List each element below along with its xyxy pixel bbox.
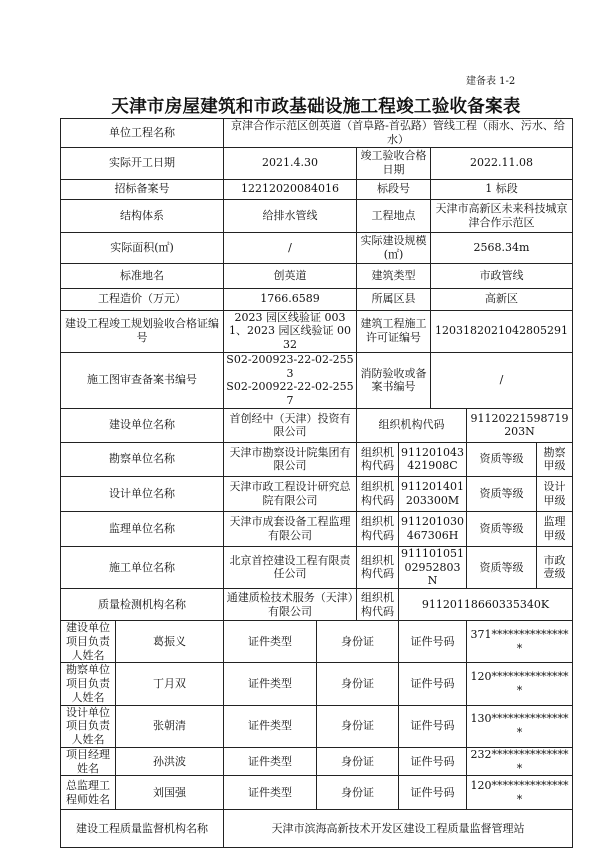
value-district: 高新区 — [431, 288, 573, 310]
label-design-qual: 资质等级 — [467, 476, 537, 511]
label-construct-qual: 资质等级 — [467, 546, 537, 588]
cert-type-label: 证件类型 — [224, 705, 317, 747]
label-build-unit: 建设单位名称 — [61, 408, 224, 442]
person-role: 项目经理姓名 — [61, 747, 116, 776]
person-row — [61, 747, 573, 776]
cert-type-value: 身份证 — [317, 776, 399, 810]
cert-no-label: 证件号码 — [399, 747, 467, 776]
label-structure: 结构体系 — [61, 199, 224, 232]
row-design-unit — [61, 476, 573, 511]
label-cost: 工程造价（万元） — [61, 288, 224, 310]
value-construct-code: 91110105102952803N — [399, 546, 467, 588]
label-building-type: 建筑类型 — [357, 263, 431, 288]
cert-type-value: 身份证 — [317, 621, 399, 663]
value-survey-code: 911201043421908C — [399, 442, 467, 476]
person-role: 勘察单位项目负责人姓名 — [61, 663, 116, 705]
cert-type-label: 证件类型 — [224, 747, 317, 776]
row-address — [61, 263, 573, 288]
value-build-code: 91120221598719203N — [467, 408, 573, 442]
label-scale: 实际建设规模(㎡) — [357, 232, 431, 263]
value-permit: 1203182021042805291 — [431, 310, 573, 352]
value-bid-record: 12212020084016 — [224, 179, 357, 199]
value-build-unit: 首创经中（天津）投资有限公司 — [224, 408, 357, 442]
cert-type-label: 证件类型 — [224, 621, 317, 663]
value-structure: 给排水管线 — [224, 199, 357, 232]
form-code: 建备表 1-2 — [466, 76, 516, 87]
label-design-code: 组织机构代码 — [357, 476, 399, 511]
value-supervise-qual: 监理甲级 — [537, 511, 573, 546]
label-planning-cert: 建设工程竣工规划验收合格证编号 — [61, 310, 224, 352]
row-supervise-unit — [61, 511, 573, 546]
cert-no-value: 120*************** — [467, 776, 573, 810]
person-row — [61, 663, 573, 705]
value-supervise-unit: 天津市成套设备工程监理有限公司 — [224, 511, 357, 546]
value-section: 1 标段 — [431, 179, 573, 199]
label-unit-project: 单位工程名称 — [61, 119, 224, 148]
value-construct-qual: 市政壹级 — [537, 546, 573, 588]
cert-no-label: 证件号码 — [399, 663, 467, 705]
row-planning-cert — [61, 310, 573, 352]
person-name: 孙洪波 — [116, 747, 224, 776]
person-role: 总监理工程师姓名 — [61, 776, 116, 810]
value-supervision-agency: 天津市滨海高新技术开发区建设工程质量监督管理站 — [224, 810, 573, 848]
row-area — [61, 232, 573, 263]
cert-no-value: 371*************** — [467, 621, 573, 663]
label-supervise-qual: 资质等级 — [467, 511, 537, 546]
value-area: / — [224, 232, 357, 263]
label-design-unit: 设计单位名称 — [61, 476, 224, 511]
cert-type-value: 身份证 — [317, 663, 399, 705]
label-start-date: 实际开工日期 — [61, 147, 224, 179]
row-survey-unit — [61, 442, 573, 476]
row-drawing-review — [61, 352, 573, 408]
value-address: 创英道 — [224, 263, 357, 288]
person-row — [61, 776, 573, 810]
value-start-date: 2021.4.30 — [224, 147, 357, 179]
label-location: 工程地点 — [357, 199, 431, 232]
value-testing-unit: 通建质检技术服务（天津）有限公司 — [224, 589, 357, 621]
value-scale: 2568.34m — [431, 232, 573, 263]
row-bid — [61, 179, 573, 199]
value-drawing-review — [224, 352, 357, 408]
value-design-unit: 天津市政工程设计研究总院有限公司 — [224, 476, 357, 511]
row-structure — [61, 199, 573, 232]
cert-no-label: 证件号码 — [399, 705, 467, 747]
value-supervise-code: 911201030467306H — [399, 511, 467, 546]
row-supervision-agency — [61, 810, 573, 848]
value-design-qual: 设计甲级 — [537, 476, 573, 511]
label-construct-unit: 施工单位名称 — [61, 546, 224, 588]
cert-no-label: 证件号码 — [399, 621, 467, 663]
cert-no-value: 232*************** — [467, 747, 573, 776]
person-role: 设计单位项目负责人姓名 — [61, 705, 116, 747]
label-section: 标段号 — [357, 179, 431, 199]
person-name: 刘国强 — [116, 776, 224, 810]
label-drawing-review: 施工图审查备案书编号 — [61, 352, 224, 408]
person-name: 葛振义 — [116, 621, 224, 663]
label-testing-unit: 质量检测机构名称 — [61, 589, 224, 621]
cert-no-value: 130*************** — [467, 705, 573, 747]
value-unit-project: 京津合作示范区创英道（首阜路-首弘路）管线工程（雨水、污水、给水） — [224, 119, 573, 148]
row-testing-unit — [61, 589, 573, 621]
cert-type-label: 证件类型 — [224, 776, 317, 810]
cert-type-value: 身份证 — [317, 705, 399, 747]
label-survey-code: 组织机构代码 — [357, 442, 399, 476]
row-unit-project — [61, 119, 573, 148]
cert-type-value: 身份证 — [317, 747, 399, 776]
row-construct-unit — [61, 546, 573, 588]
cert-no-label: 证件号码 — [399, 776, 467, 810]
label-area: 实际面积(㎡) — [61, 232, 224, 263]
value-fire-record: / — [431, 352, 573, 408]
person-name: 丁月双 — [116, 663, 224, 705]
label-permit: 建筑工程施工许可证编号 — [357, 310, 431, 352]
label-testing-code: 组织机构代码 — [357, 589, 399, 621]
label-construct-code: 组织机构代码 — [357, 546, 399, 588]
value-planning-cert: 2023 园区线验证 0031、2023 园区线验证 0032 — [224, 310, 357, 352]
label-survey-qual: 资质等级 — [467, 442, 537, 476]
value-design-code: 911201401203300M — [399, 476, 467, 511]
label-district: 所属区县 — [357, 288, 431, 310]
value-completion-date: 2022.11.08 — [431, 147, 573, 179]
row-build-unit — [61, 408, 573, 442]
cert-type-label: 证件类型 — [224, 663, 317, 705]
value-construct-unit: 北京首控建设工程有限责任公司 — [224, 546, 357, 588]
drawing-review-line-2: S02-200922-22-02-2557 — [226, 380, 354, 407]
row-cost — [61, 288, 573, 310]
label-bid-record: 招标备案号 — [61, 179, 224, 199]
person-row — [61, 621, 573, 663]
person-row — [61, 705, 573, 747]
label-address: 标准地名 — [61, 263, 224, 288]
label-supervision-agency: 建设工程质量监督机构名称 — [61, 810, 224, 848]
value-building-type: 市政管线 — [431, 263, 573, 288]
value-survey-unit: 天津市勘察设计院集团有限公司 — [224, 442, 357, 476]
row-dates — [61, 147, 573, 179]
label-survey-unit: 勘察单位名称 — [61, 442, 224, 476]
label-supervise-unit: 监理单位名称 — [61, 511, 224, 546]
person-name: 张朝清 — [116, 705, 224, 747]
label-build-code: 组织机构代码 — [357, 408, 467, 442]
value-survey-qual: 勘察甲级 — [537, 442, 573, 476]
cert-no-value: 120*************** — [467, 663, 573, 705]
label-completion-date: 竣工验收合格日期 — [357, 147, 431, 179]
value-location: 天津市高新区未来科技城京津合作示范区 — [431, 199, 573, 232]
drawing-review-line-1: S02-200923-22-02-2553 — [226, 352, 354, 380]
value-cost: 1766.6589 — [224, 288, 357, 310]
record-table — [60, 118, 573, 848]
label-supervise-code: 组织机构代码 — [357, 511, 399, 546]
person-role: 建设单位项目负责人姓名 — [61, 621, 116, 663]
label-fire-record: 消防验收或备案书编号 — [357, 352, 431, 408]
page-title: 天津市房屋建筑和市政基础设施工程竣工验收备案表 — [111, 97, 521, 117]
value-testing-code: 91120118660335340K — [399, 589, 573, 621]
